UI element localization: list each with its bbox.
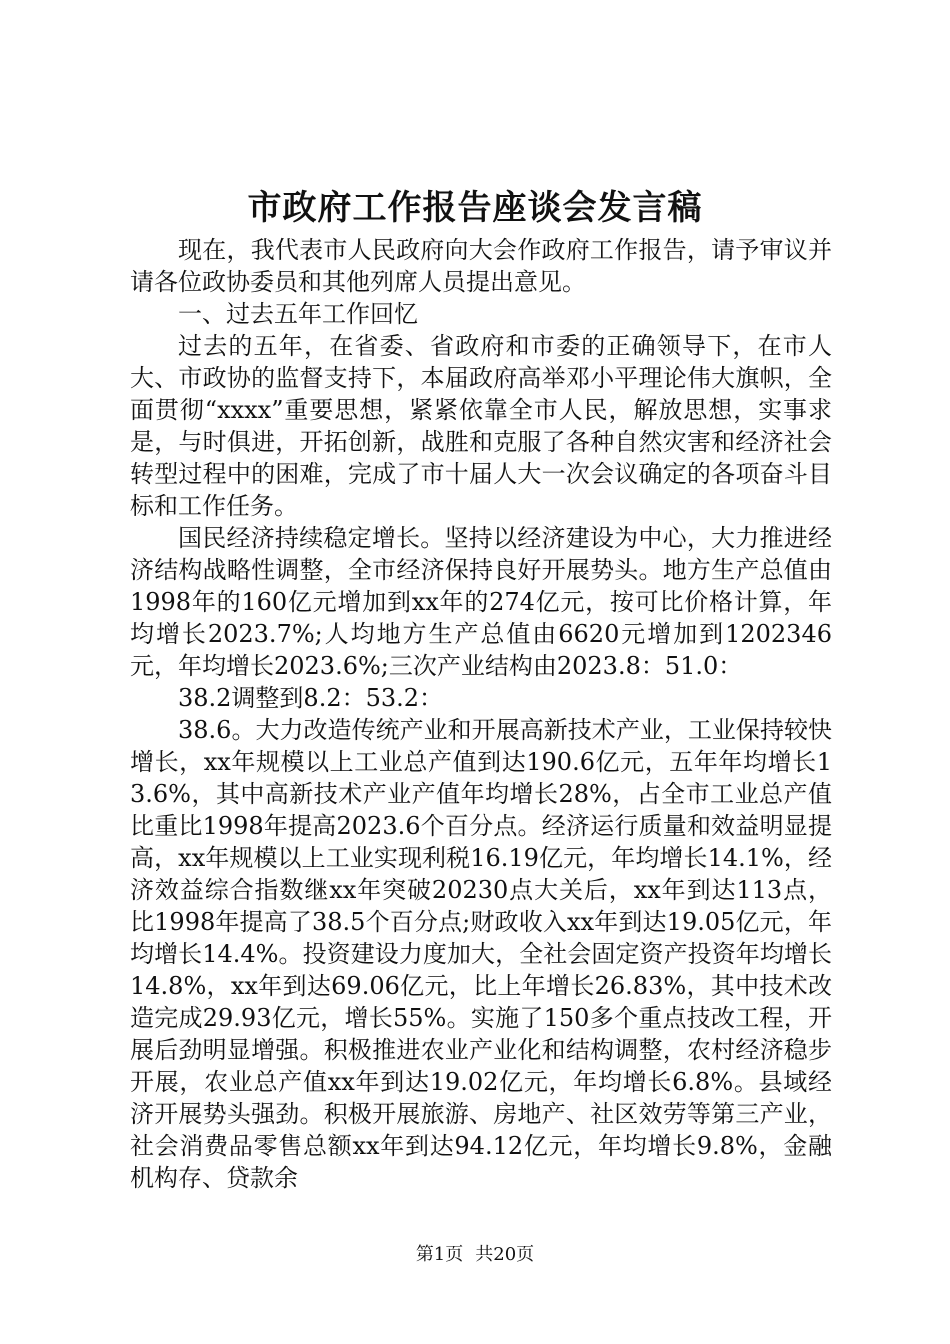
page-total: 共20页 — [475, 1244, 535, 1265]
page-footer — [0, 1243, 950, 1267]
paragraph-economy: 国民经济持续稳定增长。坚持以经济建设为中心，大力推进经济结构战略性调整，全市经济保持良好开展势头。地方生产总值由1998年的160亿元增加到xx年的274亿元，按可比价格计算，年均增长2023.7%;人均地方生产总值由6620元增加到1202346元，年均增长2023.6%;三次产业结构由2023.8：51.0： — [130, 524, 832, 680]
document-body — [130, 234, 832, 1194]
paragraph-structure: 38.2调整到8.2：53.2： — [178, 684, 444, 712]
paragraph-industry: 38.6。大力改造传统产业和开展高新技术产业，工业保持较快增长，xx年规模以上工业总产值到达190.6亿元，五年年均增长13.6%，其中高新技术产业产值年均增长28%，占全市工业总产值比重比1998年提高2023.6个百分点。经济运行质量和效益明显提高，xx年规模以上工业实现利税16.19亿元，年均增长14.1%，经济效益综合指数继xx年突破20230点大关后，xx年到达113点，比1998年提高了38.5个百分点;财政收入xx年到达19.05亿元，年均增长14.4%。投资建设力度加大，全社会固定资产投资年均增长14.8%，xx年到达69.06亿元，比上年增长26.83%，其中技术改造完成29.93亿元，增长55%。实施了150多个重点技改工程，开展后劲明显增强。积极推进农业产业化和结构调整，农村经济稳步开展，农业总产值xx年到达19.02亿元，年均增长6.8%。县域经济开展势头强劲。积极开展旅游、房地产、社区效劳等第三产业，社会消费品零售总额xx年到达94.12亿元，年均增长9.8%，金融机构存、贷款余 — [130, 716, 832, 1192]
page-number: 第1页 — [415, 1244, 464, 1265]
paragraph-review: 过去的五年，在省委、省政府和市委的正确领导下，在市人大、市政协的监督支持下，本届政府高举邓小平理论伟大旗帜，全面贯彻“xxxx”重要思想，紧紧依靠全市人民，解放思想，实事求是，与时俱进，开拓创新，战胜和克服了各种自然灾害和经济社会转型过程中的困难，完成了市十届人大一次会议确定的各项奋斗目标和工作任务。 — [130, 332, 832, 520]
document-title: 市政府工作报告座谈会发言稿 — [247, 188, 703, 228]
paragraph-intro: 现在，我代表市人民政府向大会作政府工作报告，请予审议并请各位政协委员和其他列席人员提出意见。 — [130, 236, 832, 296]
section-heading: 一、过去五年工作回忆 — [178, 300, 418, 328]
